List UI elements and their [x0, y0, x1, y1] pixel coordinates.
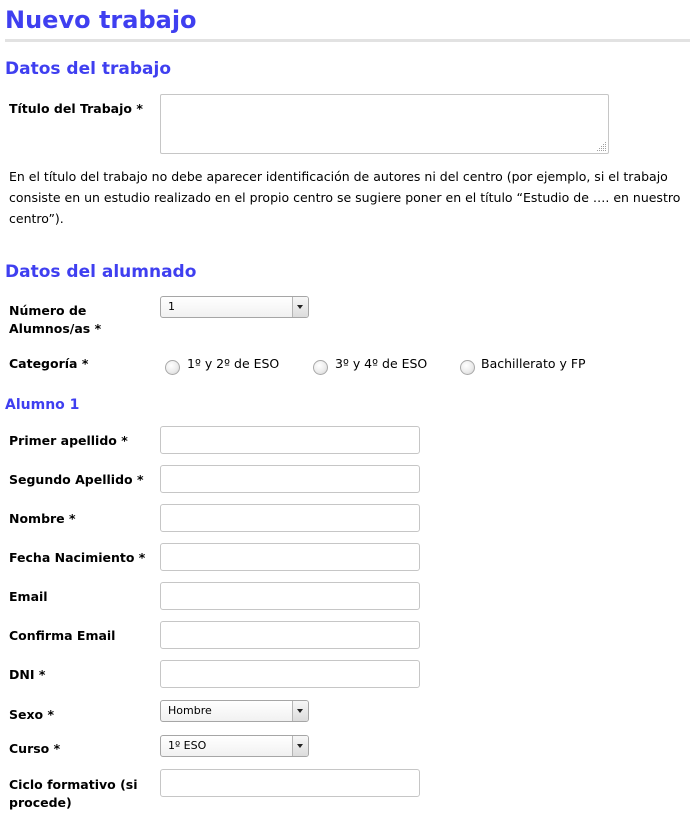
fecha-nacimiento-input[interactable] — [160, 543, 420, 571]
chevron-down-icon — [292, 701, 308, 721]
resize-grip-icon[interactable] — [596, 141, 607, 152]
sexo-value: Hombre — [168, 704, 212, 717]
titulo-label: Título del Trabajo * — [9, 101, 143, 116]
section-title-alumnado: Datos del alumnado — [5, 262, 197, 282]
categoria-radio-label: Bachillerato y FP — [481, 356, 586, 371]
confirma-email-label: Confirma Email — [9, 628, 116, 643]
titulo-help-text: En el título del trabajo no debe aparecer identificación de autores ni del centro (por ejemplo, si el trabajo consiste en un estudio realizado en el propio centro se sugiere poner en el título “Estudio de …. en nuestro centro”). — [9, 169, 681, 226]
categoria-radio-eso-1-2[interactable] — [165, 360, 180, 375]
page-title: Nuevo trabajo — [5, 6, 197, 34]
categoria-radio-bachillerato-fp[interactable] — [460, 360, 475, 375]
segundo-apellido-label: Segundo Apellido * — [9, 472, 144, 487]
numero-alumnos-select[interactable] — [160, 296, 309, 318]
numero-alumnos-label: Número de Alumnos/as * — [9, 303, 102, 336]
chevron-down-icon — [292, 297, 308, 317]
email-label: Email — [9, 589, 48, 604]
numero-alumnos-value: 1 — [168, 300, 175, 313]
fecha-nacimiento-label: Fecha Nacimiento * — [9, 550, 146, 565]
nombre-input[interactable] — [160, 504, 420, 532]
titulo-textarea[interactable] — [160, 94, 609, 154]
dni-input[interactable] — [160, 660, 420, 688]
section-title-trabajo: Datos del trabajo — [5, 59, 171, 79]
sexo-select[interactable] — [160, 700, 309, 722]
curso-select[interactable] — [160, 735, 309, 757]
ciclo-formativo-input[interactable] — [160, 769, 420, 797]
confirma-email-input[interactable] — [160, 621, 420, 649]
title-divider — [5, 39, 690, 42]
categoria-label: Categoría * — [9, 356, 89, 371]
curso-label: Curso * — [9, 741, 61, 756]
curso-value: 1º ESO — [168, 739, 207, 752]
segundo-apellido-input[interactable] — [160, 465, 420, 493]
categoria-radio-label: 1º y 2º de ESO — [187, 356, 280, 371]
categoria-radio-eso-3-4[interactable] — [313, 360, 328, 375]
nombre-label: Nombre * — [9, 511, 76, 526]
email-input[interactable] — [160, 582, 420, 610]
primer-apellido-input[interactable] — [160, 426, 420, 454]
primer-apellido-label: Primer apellido * — [9, 433, 128, 448]
ciclo-formativo-label: Ciclo formativo (si procede) — [9, 777, 138, 810]
alumno-1-title: Alumno 1 — [5, 397, 80, 413]
sexo-label: Sexo * — [9, 707, 55, 722]
categoria-radio-label: 3º y 4º de ESO — [335, 356, 428, 371]
chevron-down-icon — [292, 736, 308, 756]
dni-label: DNI * — [9, 667, 46, 682]
